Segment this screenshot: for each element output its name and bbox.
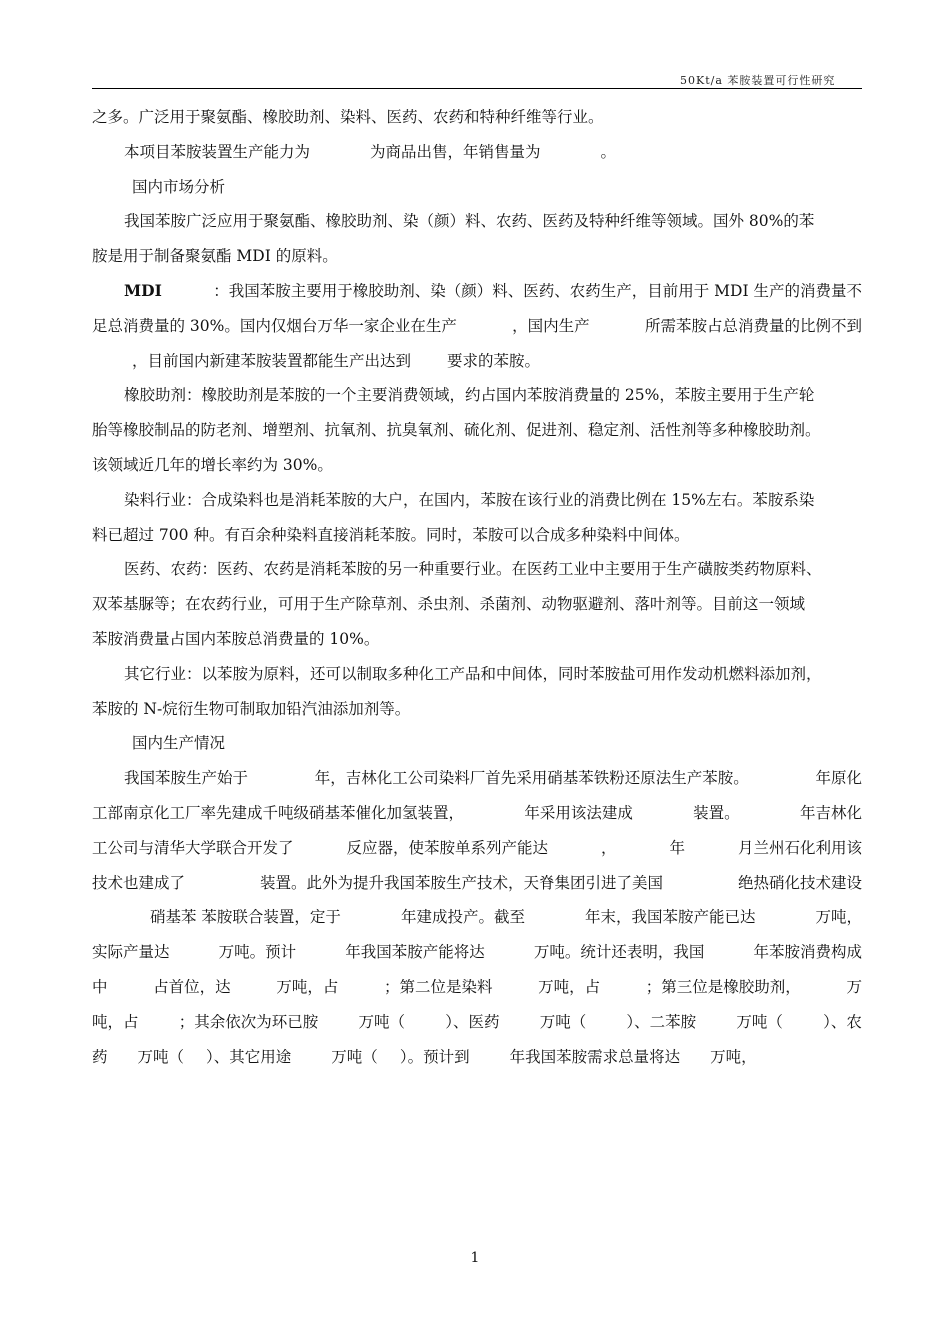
text-segment: 我国苯胺广泛应用于聚氨酯、橡胶助剂、染（颜）料、农药、医药及特种纤维等领域。国外 80%的苯	[124, 212, 815, 231]
text-segment: 年	[669, 838, 685, 857]
text-segment: 为商品出售，年销售量为	[370, 142, 541, 161]
text-segment: 苯胺消费量占国内苯胺总消费量的 10%。	[92, 629, 380, 648]
text-segment: 装置。	[693, 803, 740, 822]
text-line	[92, 204, 862, 239]
text-segment: 装置。此外为提升我国苯胺生产技术，天脊集团引进了美国	[259, 873, 663, 892]
text-line	[92, 309, 862, 344]
text-segment: ）、其它用途	[206, 1047, 292, 1066]
text-segment: ）、二苯胺	[626, 1012, 697, 1031]
text-segment: 我国苯胺生产始于	[124, 769, 249, 788]
text-segment: 绝热硝化技术建设	[737, 873, 862, 892]
text-segment: 年我国苯胺产能将达	[345, 943, 485, 962]
bold-term: MDI	[124, 280, 162, 300]
text-segment: ；第三位是橡胶助剂，	[645, 977, 801, 996]
document-body	[92, 100, 862, 1074]
text-line	[92, 518, 862, 553]
text-segment: 反应器，使苯胺单系列产能达	[346, 838, 548, 857]
text-segment: 年，吉林化工公司染料厂首先采用硝基苯铁粉还原法生产苯胺。	[314, 769, 749, 788]
text-segment: ，国内生产	[512, 316, 590, 335]
header-rule	[92, 88, 862, 89]
text-line	[92, 866, 862, 901]
text-segment: 年原化	[815, 769, 862, 788]
text-line	[92, 378, 862, 413]
text-segment: 万吨，占	[276, 977, 339, 996]
text-line	[92, 761, 862, 796]
text-segment: 工公司与清华大学联合开发了	[92, 838, 294, 857]
text-line	[92, 170, 862, 205]
text-segment: 工部南京化工厂率先建成千吨级硝基苯催化加氢装置，	[92, 803, 465, 822]
text-segment: 吨，占	[92, 1012, 139, 1031]
text-line	[92, 726, 862, 761]
text-line	[92, 587, 862, 622]
text-line	[92, 692, 862, 727]
text-segment: 胎等橡胶制品的防老剂、增塑剂、抗氧剂、抗臭氧剂、硫化剂、促进剂、稳定剂、活性剂等多种橡胶助剂。	[92, 421, 821, 440]
text-segment: 万吨（	[137, 1047, 185, 1066]
text-segment: 苯胺的 N-烷衍生物可制取加铅汽油添加剂等。	[92, 699, 411, 718]
text-segment: 万	[846, 977, 862, 996]
text-segment: 万吨（	[358, 1012, 405, 1031]
text-line	[92, 135, 862, 170]
text-segment: ：我国苯胺主要用于橡胶助剂、染（颜）料、医药、农药生产，目前用于 MDI 生产的消费量不	[213, 281, 862, 300]
text-line	[92, 935, 862, 970]
text-segment: 染料行业：合成染料也是消耗苯胺的大户，在国内，苯胺在该行业的消费比例在 15%左右。苯胺系染	[124, 490, 815, 509]
text-line	[92, 274, 862, 309]
text-line	[92, 970, 862, 1005]
text-line	[92, 344, 862, 379]
text-segment: 万吨，占	[538, 977, 601, 996]
text-segment: 月兰州石化利用该	[737, 838, 862, 857]
running-header: 50Kt/a 苯胺装置可行性研究	[680, 74, 836, 87]
text-segment: ）、农	[823, 1012, 862, 1031]
text-segment: 年建成投产。截至	[400, 908, 525, 927]
text-segment: 万吨，	[815, 908, 862, 927]
text-segment: 占首位，达	[153, 977, 231, 996]
text-segment: 料已超过 700 种。有百余种染料直接消耗苯胺。同时，苯胺可以合成多种染料中间体。	[92, 525, 690, 544]
text-line	[92, 900, 862, 935]
text-line	[92, 657, 862, 692]
text-segment: ，目前国内新建苯胺装置都能生产出达到	[132, 351, 412, 370]
text-segment: 万吨（	[736, 1012, 783, 1031]
text-segment: 年苯胺消费构成	[753, 943, 862, 962]
text-segment: ；第二位是染料	[383, 977, 493, 996]
text-segment: ，	[600, 838, 617, 857]
text-line	[92, 239, 862, 274]
text-segment: 国内市场分析	[132, 177, 226, 196]
text-line	[92, 100, 862, 135]
text-segment: 技术也建成了	[92, 873, 186, 892]
text-segment: ）。预计到	[399, 1047, 470, 1066]
text-segment: 之多。广泛用于聚氨酯、橡胶助剂、染料、医药、农药和特种纤维等行业。	[92, 108, 604, 126]
text-segment: 其它行业：以苯胺为原料，还可以制取多种化工产品和中间体，同时苯胺盐可用作发动机燃料添加剂，	[124, 664, 822, 683]
text-segment: 本项目苯胺装置生产能力为	[124, 142, 311, 161]
text-segment: 年我国苯胺需求总量将达	[509, 1047, 681, 1066]
text-segment: 万吨。统计还表明，我国	[533, 943, 705, 962]
text-segment: 要求的苯胺。	[447, 351, 541, 370]
text-segment: 年末，我国苯胺产能已达	[584, 908, 756, 927]
text-segment: 硝基苯 苯胺联合装置，定于	[150, 908, 341, 927]
text-segment: 国内生产情况	[132, 734, 226, 753]
text-line	[92, 413, 862, 448]
text-segment: 橡胶助剂：橡胶助剂是苯胺的一个主要消费领域，约占国内苯胺消费量的 25%，苯胺主要用于生产轮	[124, 386, 815, 405]
text-line	[92, 483, 862, 518]
text-segment: 万吨。预计	[218, 943, 297, 962]
text-segment: 双苯基脲等；在农药行业，可用于生产除草剂、杀虫剂、杀菌剂、动物驱避剂、落叶剂等。目前这一领域	[92, 595, 806, 614]
page-number: 1	[470, 1250, 480, 1266]
text-segment: 中	[92, 977, 108, 996]
text-segment: 足总消费量的 30%。国内仅烟台万华一家企业在生产	[92, 316, 457, 335]
text-line	[92, 622, 862, 657]
text-line	[92, 1040, 862, 1075]
text-segment: ；其余依次为环已胺	[178, 1012, 319, 1031]
text-segment: 年吉林化	[799, 803, 862, 822]
text-segment: 医药、农药：医药、农药是消耗苯胺的另一种重要行业。在医药工业中主要用于生产磺胺类药物原料、	[124, 560, 822, 579]
text-segment: 药	[92, 1047, 108, 1066]
text-segment: 所需苯胺占总消费量的比例不到	[644, 316, 862, 335]
text-line	[92, 552, 862, 587]
text-segment: 该领域近几年的增长率约为 30%。	[92, 455, 333, 474]
text-line	[92, 796, 862, 831]
text-segment: 实际产量达	[92, 943, 170, 962]
text-segment: 万吨，	[710, 1047, 757, 1066]
text-line	[92, 448, 862, 483]
text-segment: 年采用该法建成	[524, 803, 633, 822]
text-segment: 。	[600, 142, 617, 161]
text-segment: 胺是用于制备聚氨酯 MDI 的原料。	[92, 247, 338, 266]
text-line	[92, 831, 862, 866]
text-line	[92, 1005, 862, 1040]
text-segment: 万吨（	[539, 1012, 587, 1031]
text-segment: ）、医药	[445, 1012, 500, 1031]
text-segment: 万吨（	[331, 1047, 378, 1066]
